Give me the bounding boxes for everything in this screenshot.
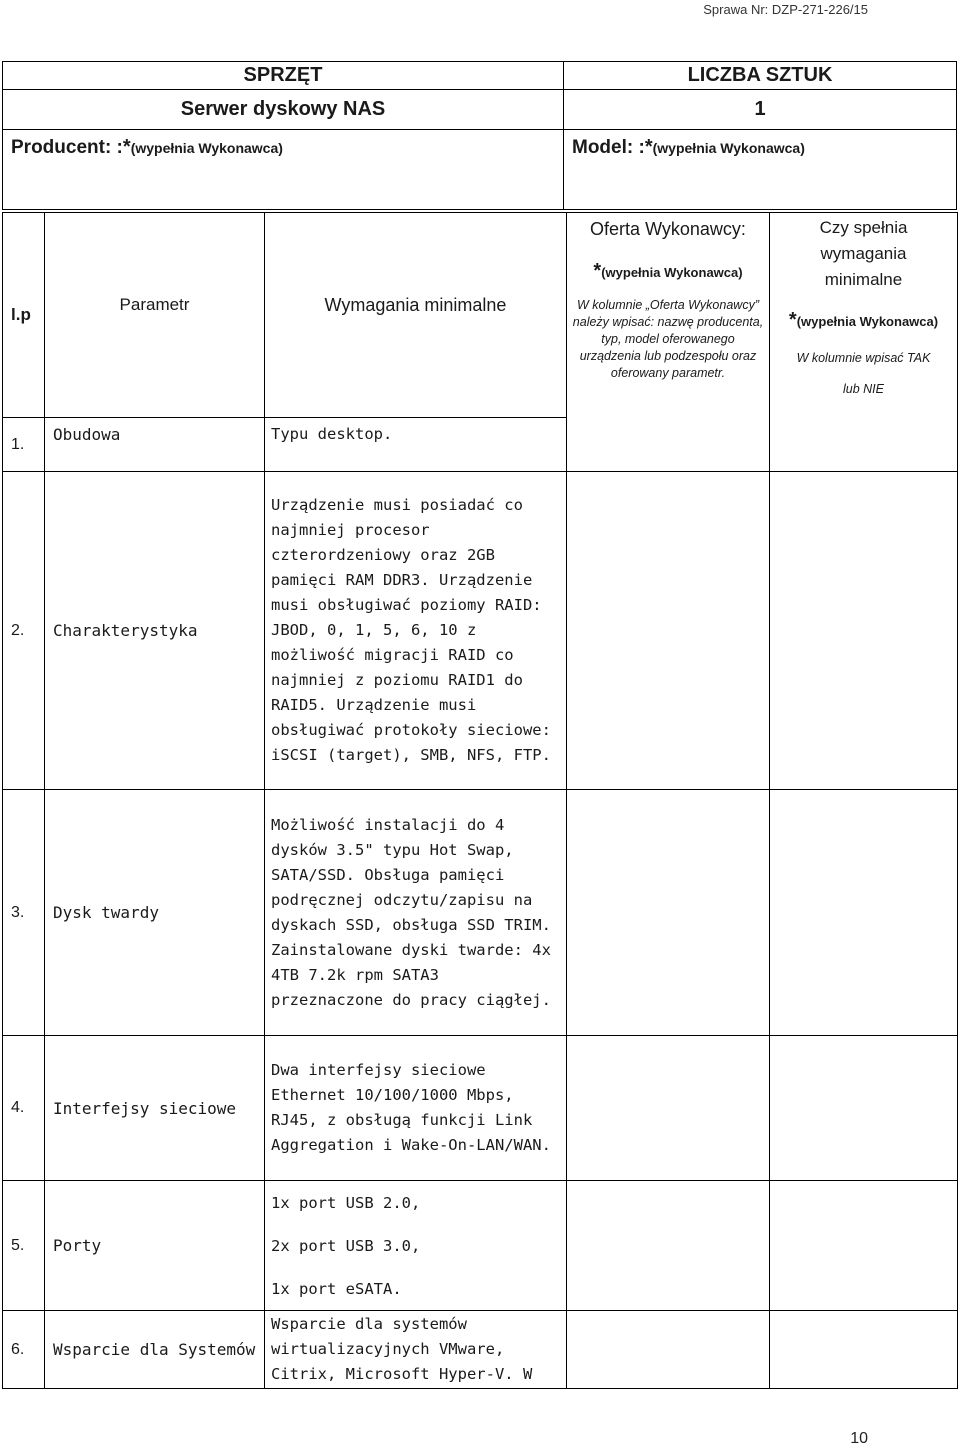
port-item: 1x port eSATA. [271,1279,402,1298]
compliance-cell[interactable] [770,472,958,790]
compliance-cell[interactable] [770,1036,958,1181]
fill-note: (wypełnia Wykonawca) [130,140,283,156]
row-requirement: Wsparcie dla systemów wirtualizacyjnych VMware, Citrix, Microsoft Hyper-V. W [265,1311,567,1389]
offer-instruction: W kolumnie „Oferta Wykonawcy” należy wpisać: nazwę producenta, typ, model oferowanego urządzenia lub podzespołu oraz oferowany parametr. [572,298,764,380]
offer-cell[interactable] [567,790,770,1036]
table-row [3,472,958,790]
device-name: Serwer dyskowy NAS [3,90,564,130]
compliance-title: Czy spełnia wymagania minimalne [819,218,908,289]
row-parameter: Porty [45,1181,265,1311]
port-item: 2x port USB 3.0, [271,1236,421,1255]
page-number: 10 [850,1430,868,1447]
equipment-header-table [2,61,957,210]
port-item: 1x port USB 2.0, [271,1193,421,1212]
table-row [3,790,958,1036]
table-row [3,1181,958,1311]
offer-cell[interactable] [567,472,770,790]
offer-cell[interactable] [567,1311,770,1389]
asterisk-icon: * [788,309,797,331]
row-number: 3. [3,790,45,1036]
offer-fill-note: (wypełnia Wykonawca) [601,265,743,280]
producer-label: Producent: : [11,137,123,158]
compliance-cell[interactable] [770,1311,958,1389]
asterisk-icon: * [644,136,653,158]
column-lp: l.p [3,213,45,418]
offer-header-cell [567,213,770,472]
compliance-cell[interactable] [770,1181,958,1311]
table-row [3,1036,958,1181]
offer-cell[interactable] [567,1036,770,1181]
row-requirement: Typu desktop. [265,418,567,472]
model-label: Model: : [572,137,645,158]
offer-title: Oferta Wykonawcy: [590,219,746,239]
column-parameter: Parametr [45,213,265,418]
row-parameter: Wsparcie dla Systemów [45,1311,265,1389]
row-number: 6. [3,1311,45,1389]
asterisk-icon: * [122,136,131,158]
compliance-instruction-1: W kolumnie wpisać TAK [796,351,931,365]
row-parameter: Dysk twardy [45,790,265,1036]
compliance-cell[interactable] [770,790,958,1036]
compliance-header-cell [770,213,958,472]
fill-note: (wypełnia Wykonawca) [652,140,805,156]
compliance-instruction-2: lub NIE [843,382,884,396]
case-reference: Sprawa Nr: DZP-271-226/15 [703,2,868,17]
row-requirement: Urządzenie musi posiadać co najmniej procesor czterordzeniowy oraz 2GB pamięci RAM DDR3. Urządzenie musi obsługiwać poziomy RAID: JBOD, 0, 1, 5, 6, 10 z możliwość migracji RAID co najmniej z poziomu RAID1 do RAID5. Urządzenie musi obsługiwać protokoły sieciowe: iSCSI (target), SMB, NFS, FTP. [265,472,567,790]
table-row [3,1311,958,1389]
requirements-table [2,212,958,1389]
row-parameter: Obudowa [45,418,265,472]
row-requirement: Dwa interfejsy sieciowe Ethernet 10/100/1000 Mbps, RJ45, z obsługą funkcji Link Aggregation i Wake-On-LAN/WAN. [265,1036,567,1181]
row-number: 2. [3,472,45,790]
row-parameter: Charakterystyka [45,472,265,790]
equipment-label: SPRZĘT [3,62,564,90]
quantity-value: 1 [564,90,957,130]
model-cell[interactable] [564,130,957,210]
row-requirement: Możliwość instalacji do 4 dysków 3.5" typu Hot Swap, SATA/SSD. Obsługa pamięci podręcznej odczytu/zapisu na dyskach SSD, obsługa SSD TRIM. Zainstalowane dyski twarde: 4x 4TB 7.2k rpm SATA3 przeznaczone do pracy ciągłej. [265,790,567,1036]
column-requirements: Wymagania minimalne [265,213,567,418]
row-number: 4. [3,1036,45,1181]
row-parameter: Interfejsy sieciowe [45,1036,265,1181]
row-requirement [265,1181,567,1311]
row-number: 5. [3,1181,45,1311]
row-number: 1. [3,418,45,472]
asterisk-icon: * [593,260,602,282]
offer-cell[interactable] [567,1181,770,1311]
compliance-fill-note: (wypełnia Wykonawca) [796,314,939,329]
quantity-label: LICZBA SZTUK [564,62,957,90]
producer-cell[interactable] [3,130,564,210]
